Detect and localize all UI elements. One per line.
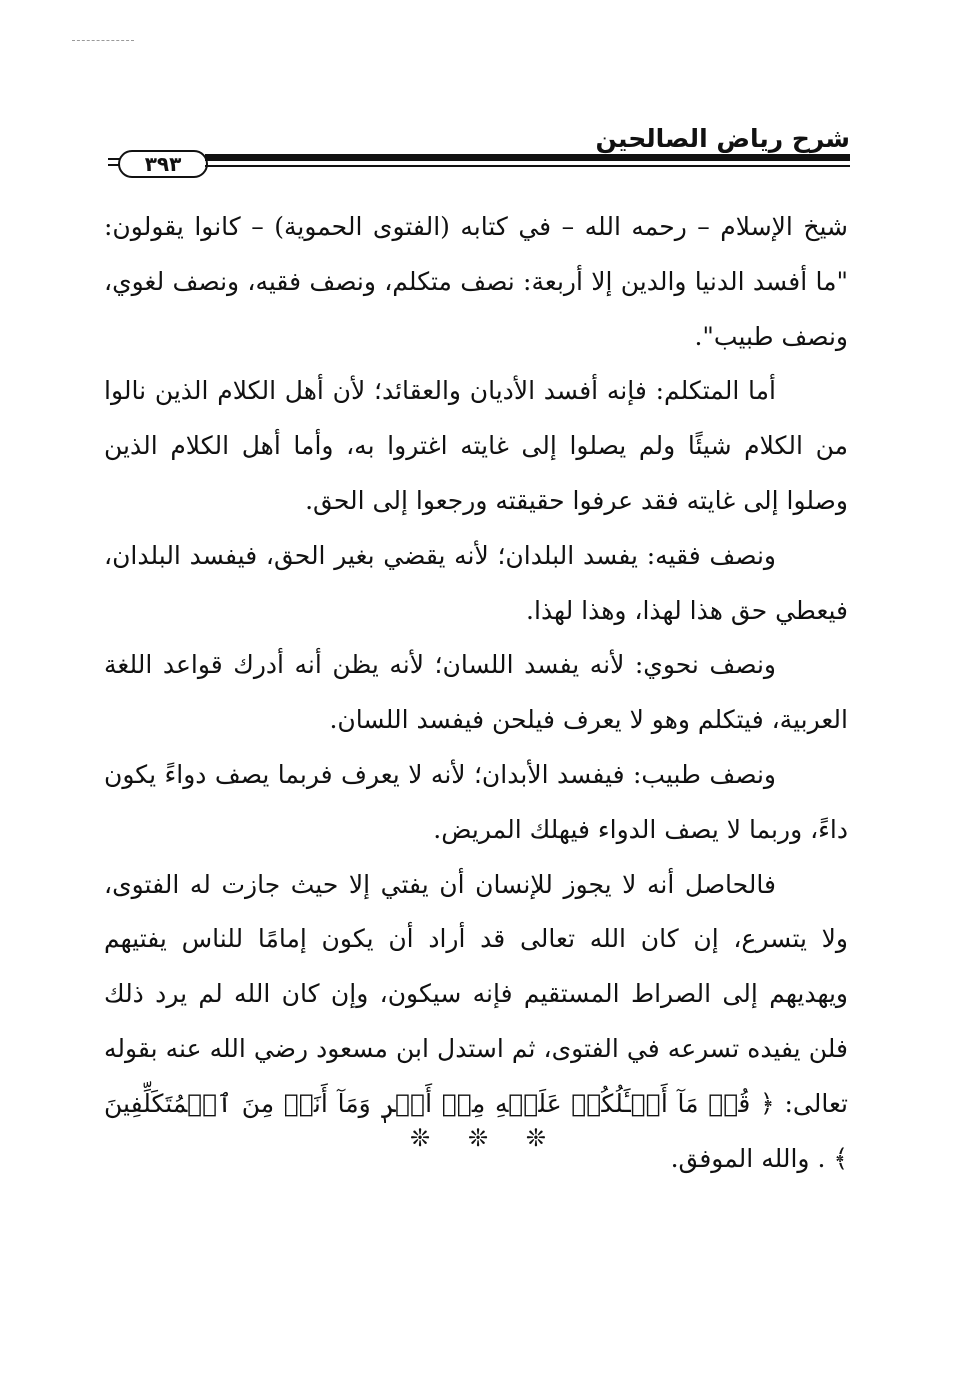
star-icon: ❊ [525, 1124, 546, 1152]
paragraph: شيخ الإسلام – رحمه الله – في كتابه (الفتوى الحموية) – كانوا يقولون: "ما أفسد الدنيا والدين إلا أربعة: نصف متكلم، ونصف فقيه، ونصف لغوي، ونصف طبيب". [104, 212, 848, 351]
page-number: ٣٩٣ [118, 150, 208, 178]
body-text [104, 200, 848, 1186]
paragraph: ونصف فقيه: يفسد البلدان؛ لأنه يقضي بغير الحق، فيفسد البلدان، فيعطي حق هذا لهذا، وهذا لهذا. [104, 540, 848, 625]
section-separator [410, 1124, 546, 1152]
star-icon: ❊ [467, 1124, 489, 1152]
double-rule [205, 154, 850, 167]
scan-mark [72, 40, 134, 41]
star-icon: ❊ [410, 1124, 431, 1152]
paragraph: ونصف نحوي: لأنه يفسد اللسان؛ لأنه يظن أنه أدرك قواعد اللغة العربية، فيتكلم وهو لا يعرف فيلحن فيفسد اللسان. [104, 650, 848, 735]
paragraph: ونصف طبيب: فيفسد الأبدان؛ لأنه لا يعرف فربما يصف دواءً يكون داءً، وربما لا يصف الدواء فيهلك المريض. [104, 759, 848, 844]
paragraph: فالحاصل أنه لا يجوز للإنسان أن يفتي إلا حيث جازت له الفتوى، ولا يتسرع، إن كان الله تعالى قد أراد أن يكون إمامًا للناس يفتيهم ويهديهم إلى الصراط المستقيم فإنه سيكون، وإن كان الله لم يرد ذلك فلن يفيده تسرعه في الفتوى، ثم استدل ابن مسعود رضي الله عنه بقوله تعالى: ﴿ قُلۡ مَآ أَسۡـَٔلُكُمۡ عَلَيۡهِ مِنۡ أَجۡرٖ وَمَآ أَنَا۠ مِنَ ٱلۡمُتَكَلِّفِينَ ﴾ . والله الموفق. [104, 869, 848, 1173]
header-rule [108, 150, 850, 176]
paragraph: أما المتكلم: فإنه أفسد الأديان والعقائد؛ لأن أهل الكلام الذين نالوا من الكلام شيئًا ولم يصلوا إلى غايته اغتروا به، وأما أهل الكلام الذين وصلوا إلى غايته فقد عرفوا حقيقته ورجعوا إلى الحق. [104, 376, 848, 515]
running-title: شرح رياض الصالحين [595, 124, 850, 153]
